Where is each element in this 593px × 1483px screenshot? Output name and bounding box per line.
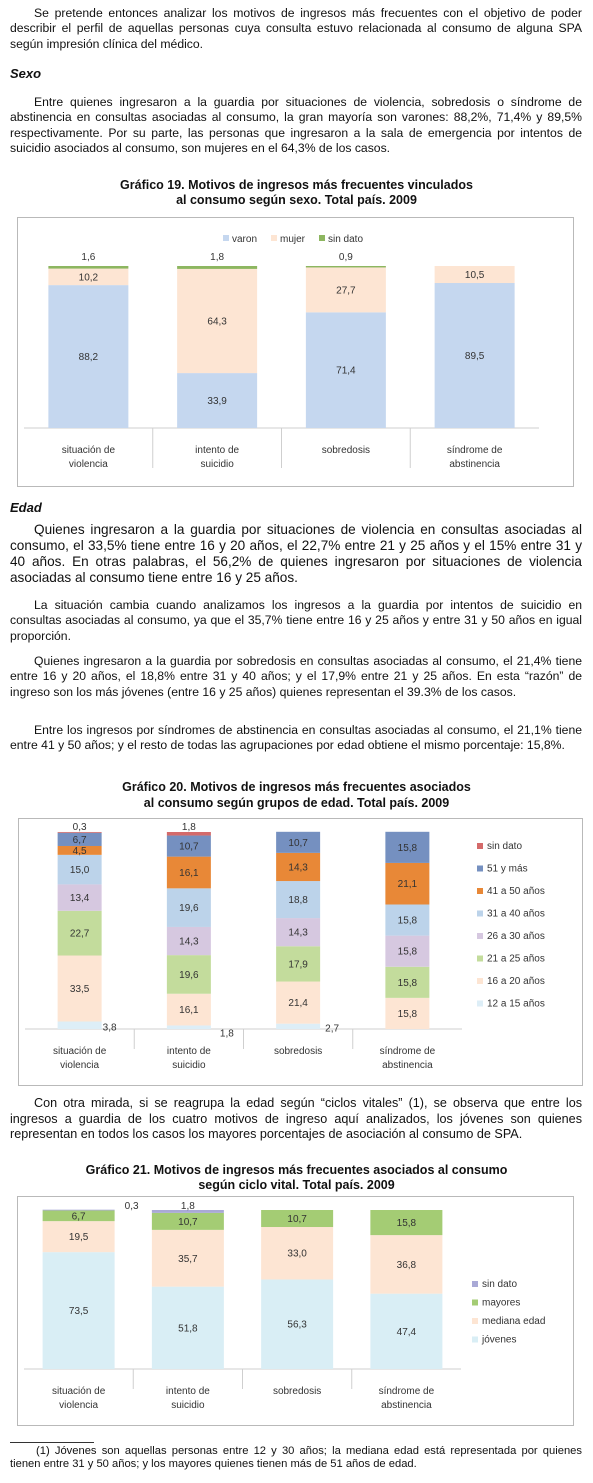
chart21-category-label: violencia bbox=[59, 1400, 99, 1411]
chart20-frame bbox=[18, 818, 583, 1086]
chart19-data-label: 1,8 bbox=[210, 252, 225, 263]
chart21-data-label: 1,8 bbox=[180, 1201, 195, 1212]
chart20-legend-swatch bbox=[477, 866, 483, 872]
chart20-category-label: suicidio bbox=[172, 1060, 206, 1071]
footnote-divider bbox=[10, 1442, 94, 1443]
chart21-category-label: suicidio bbox=[171, 1400, 205, 1411]
ciclos-paragraph: Con otra mirada, si se reagrupa la edad según “ciclos vitales” (1), se observa que entre los ingresos a guardia de los cuatro motivos de ingreso aquí analizados, los jóvenes son quienes representan en todos los casos los mayores porcentajes de asociación al consumo de SPA. bbox=[10, 1096, 582, 1142]
chart21-category-label: abstinencia bbox=[381, 1400, 432, 1411]
chart20-data-label: 19,6 bbox=[179, 969, 199, 981]
footnote-text: Jóvenes son aquellas personas entre 12 y 30 años; la mediana edad está representada por quienes tienen entre 31 y 50 años; y los mayores quienes tienen más de 51 años de edad. bbox=[10, 1445, 582, 1470]
chart21-data-label: 33,0 bbox=[287, 1248, 307, 1260]
chart19-legend-label: sin dato bbox=[328, 234, 364, 245]
chart20-data-label: 15,8 bbox=[397, 842, 418, 854]
chart20-data-label: 16,1 bbox=[179, 867, 199, 879]
chart19-bar-segment-sin-dato bbox=[306, 266, 386, 267]
chart19-data-label: 27,7 bbox=[336, 285, 356, 297]
chart20-data-label: 3,8 bbox=[102, 1022, 117, 1034]
chart20-bar-segment-12-a-15-anos bbox=[58, 1022, 102, 1029]
chart20-title-line2: al consumo según grupos de edad. Total país. 2009 bbox=[143, 796, 450, 810]
chart20-legend-label: 41 a 50 años bbox=[487, 886, 545, 897]
edad-paragraph-3: Quienes ingresaron a la guardia por sobredosis en consultas asociadas al consumo, el 21,4% tiene entre 16 y 20 años, el 18,8% entre 31 y 40 años; y el 17,9% entre 21 y 25 años. En esta “razón” de ingreso son los más jóvenes (entre 16 y 25 años) quienes representan el 39.3% de los casos. bbox=[10, 654, 582, 699]
chart20-data-label: 13,4 bbox=[69, 893, 90, 905]
intro-paragraph: Se pretende entonces analizar los motivos de ingresos más frecuentes con el objetivo de poder describir el perfil de aquellas personas cuya consulta estuvo relacionada al consumo de alguna SPA según impresión clínica del médico. bbox=[10, 6, 582, 51]
chart21-data-label: 36,8 bbox=[396, 1259, 417, 1271]
chart19-legend-label: varon bbox=[232, 234, 258, 245]
chart20-legend-swatch bbox=[477, 978, 483, 984]
chart21-data-label: 10,7 bbox=[287, 1214, 307, 1226]
chart21-svg bbox=[18, 1197, 573, 1425]
chart19-bar-segment-sin-dato bbox=[48, 266, 128, 269]
chart21-legend-swatch bbox=[472, 1281, 478, 1287]
chart19-bar-segment-sin-dato bbox=[177, 266, 257, 269]
chart20-title-line1: Gráfico 20. Motivos de ingresos más frecuentes asociados bbox=[122, 780, 471, 794]
chart20-category-label: violencia bbox=[60, 1060, 100, 1071]
footnote-ref: (1) bbox=[36, 1445, 50, 1457]
chart20-legend-swatch bbox=[477, 933, 483, 939]
chart20-legend-label: 21 a 25 años bbox=[487, 953, 545, 965]
chart20-legend-label: 26 a 30 años bbox=[487, 931, 545, 942]
chart20-data-label: 15,8 bbox=[397, 1008, 418, 1020]
chart20-data-label: 15,8 bbox=[397, 915, 418, 927]
chart20-data-label: 21,4 bbox=[288, 998, 308, 1010]
section-heading-sexo: Sexo bbox=[10, 66, 42, 81]
chart21-category-label: síndrome de bbox=[378, 1386, 435, 1397]
chart20-category-label: situación de bbox=[52, 1046, 107, 1057]
chart19-legend-swatch bbox=[319, 235, 325, 241]
chart21-data-label: 6,7 bbox=[71, 1211, 86, 1223]
edad-paragraph-4: Entre los ingresos por síndromes de abstinencia en consultas asociadas al consumo, el 21,1% tiene entre 41 y 50 años; y el resto de todas las agrupaciones por edad obtiene el mismo porcentaje: 15,8%. bbox=[10, 723, 582, 753]
chart21-data-label: 10,7 bbox=[178, 1216, 198, 1228]
chart20-data-label: 6,7 bbox=[72, 834, 87, 846]
chart20-data-label: 14,3 bbox=[288, 927, 308, 939]
edad-paragraph-1: Quienes ingresaron a la guardia por situaciones de violencia en consultas asociadas al consumo, el 33,5% tiene entre 16 y 20 años, el 22,7% entre 21 y 25 años y el 15% entre 31 y 40 años. En otras palabras, el 56,2% de quienes ingresaron por situaciones de violencia asociadas al consumo tiene entre 16 y 25 años. bbox=[10, 522, 582, 585]
chart20-data-label: 1,8 bbox=[181, 822, 196, 833]
chart19-data-label: 88,2 bbox=[78, 352, 99, 364]
chart21-title-line2: según ciclo vital. Total país. 2009 bbox=[198, 1178, 395, 1192]
chart20-category-label: intento de bbox=[166, 1046, 211, 1057]
chart21-legend-swatch bbox=[472, 1300, 478, 1306]
chart20-legend-swatch bbox=[477, 956, 483, 962]
chart20-data-label: 17,9 bbox=[288, 959, 308, 971]
chart20-data-label: 2,7 bbox=[325, 1023, 340, 1035]
chart19-category-label: violencia bbox=[68, 459, 108, 470]
chart21-category-label: intento de bbox=[165, 1386, 210, 1397]
chart20-data-label: 18,8 bbox=[288, 895, 308, 907]
chart20-legend-swatch bbox=[477, 888, 483, 894]
chart19-category-label: suicidio bbox=[200, 459, 234, 470]
chart20-data-label: 19,6 bbox=[179, 903, 199, 915]
chart21-legend-label: sin dato bbox=[482, 1279, 518, 1290]
chart19-frame bbox=[17, 217, 574, 487]
chart20-legend-swatch bbox=[477, 1001, 483, 1007]
chart20-legend-label: 16 a 20 años bbox=[487, 976, 545, 987]
chart19-data-label: 10,5 bbox=[464, 270, 485, 282]
chart19-legend-swatch bbox=[223, 235, 229, 241]
chart21-legend-swatch bbox=[472, 1318, 478, 1324]
chart20-category-label: abstinencia bbox=[382, 1060, 433, 1071]
chart19-title-line2: al consumo según sexo. Total país. 2009 bbox=[176, 193, 417, 207]
chart21-data-label: 15,8 bbox=[396, 1218, 417, 1230]
chart21-legend-label: jóvenes bbox=[482, 1334, 517, 1346]
chart19-data-label: 71,4 bbox=[336, 365, 356, 377]
chart20-data-label: 4,5 bbox=[72, 845, 87, 857]
chart19-category-label: abstinencia bbox=[449, 459, 500, 470]
chart20-data-label: 10,7 bbox=[288, 837, 308, 849]
chart19-category-label: sobredosis bbox=[321, 445, 371, 456]
chart21-category-label: situación de bbox=[51, 1386, 106, 1397]
chart19-category-label: intento de bbox=[195, 445, 240, 456]
chart20-data-label: 15,8 bbox=[397, 946, 418, 958]
chart19-svg bbox=[18, 218, 573, 486]
chart20-data-label: 16,1 bbox=[179, 1005, 199, 1017]
chart20-category-label: síndrome de bbox=[379, 1046, 436, 1057]
chart20-data-label: 15,0 bbox=[69, 865, 90, 877]
chart21-legend-label: mayores bbox=[482, 1297, 521, 1309]
chart21-data-label: 56,3 bbox=[287, 1319, 307, 1331]
chart21-data-label: 19,5 bbox=[68, 1232, 89, 1244]
chart19-category-label: situación de bbox=[61, 445, 116, 456]
chart21-bar-segment-sin-dato bbox=[43, 1210, 115, 1211]
chart20-data-label: 33,5 bbox=[69, 984, 90, 996]
chart20-data-label: 22,7 bbox=[69, 928, 90, 940]
chart21-legend-swatch bbox=[472, 1337, 478, 1343]
chart19-data-label: 10,2 bbox=[78, 272, 99, 284]
chart19-data-label: 89,5 bbox=[464, 351, 485, 363]
chart20-legend-swatch bbox=[477, 843, 483, 849]
chart20-legend-label: 51 y más bbox=[487, 863, 528, 875]
chart20-legend-swatch bbox=[477, 911, 483, 917]
chart21-data-label: 0,3 bbox=[124, 1201, 139, 1212]
chart19-legend-label: mujer bbox=[280, 234, 306, 245]
chart19-data-label: 64,3 bbox=[207, 316, 227, 328]
chart19-category-label: síndrome de bbox=[446, 445, 503, 456]
chart19-data-label: 1,6 bbox=[81, 252, 96, 263]
chart19-data-label: 0,9 bbox=[338, 252, 353, 263]
chart20-data-label: 21,1 bbox=[397, 879, 418, 891]
chart21-frame bbox=[17, 1196, 574, 1426]
chart20-legend-label: sin dato bbox=[487, 841, 523, 852]
chart21-data-label: 51,8 bbox=[178, 1323, 198, 1335]
chart20-svg bbox=[19, 819, 582, 1085]
chart20-data-label: 10,7 bbox=[179, 841, 199, 853]
chart19-legend-swatch bbox=[271, 235, 277, 241]
chart19-title-line1: Gráfico 19. Motivos de ingresos más frecuentes vinculados bbox=[120, 178, 473, 192]
chart21-legend-label: mediana edad bbox=[482, 1316, 546, 1327]
chart21-category-label: sobredosis bbox=[272, 1386, 322, 1397]
chart20-bar-segment-12-a-15-anos bbox=[276, 1024, 320, 1029]
chart21-data-label: 73,5 bbox=[68, 1306, 89, 1318]
section-heading-edad: Edad bbox=[10, 500, 42, 515]
chart20-legend-label: 31 a 40 años bbox=[487, 908, 545, 920]
sexo-paragraph: Entre quienes ingresaron a la guardia por situaciones de violencia, sobredosis o síndrome de abstinencia en consultas asociadas al consumo, la gran mayoría son varones: 88,2%, 71,4% y 89,5% respectivamente. Por su parte, las personas que ingresaron a la sala de emergencia por intentos de suicidio asociados al consumo, son mujeres en el 64,3% de los casos. bbox=[10, 95, 582, 156]
chart20-data-label: 0,3 bbox=[72, 822, 87, 834]
chart19-data-label: 33,9 bbox=[207, 396, 227, 408]
chart20-legend-label: 12 a 15 años bbox=[487, 998, 545, 1010]
chart20-data-label: 1,8 bbox=[219, 1028, 234, 1040]
edad-paragraph-2: La situación cambia cuando analizamos los ingresos a la guardia por intentos de suicidio en consultas asociadas al consumo, ya que el 35,7% tiene entre 16 y 25 años y entre 31 y 50 años en igual proporción. bbox=[10, 598, 582, 643]
chart21-data-label: 35,7 bbox=[178, 1253, 198, 1265]
chart20-data-label: 14,3 bbox=[288, 862, 308, 874]
chart21-data-label: 47,4 bbox=[396, 1326, 417, 1338]
chart20-data-label: 15,8 bbox=[397, 977, 418, 989]
chart21-title-line1: Gráfico 21. Motivos de ingresos más frecuentes asociados al consumo bbox=[85, 1163, 508, 1177]
footnote bbox=[10, 1445, 582, 1471]
chart20-category-label: sobredosis bbox=[273, 1046, 323, 1057]
chart20-data-label: 14,3 bbox=[179, 936, 199, 948]
chart20-bar-segment-12-a-15-anos bbox=[167, 1025, 211, 1029]
